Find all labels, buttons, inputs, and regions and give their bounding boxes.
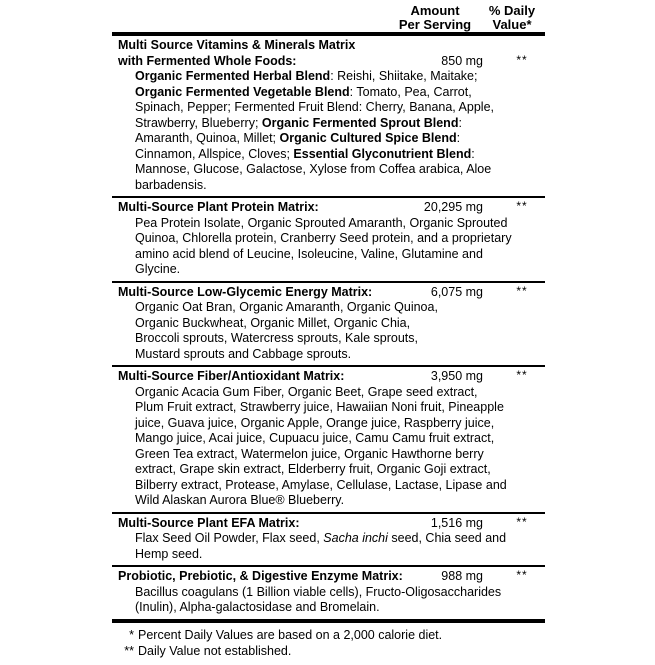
amount-per-serving-value: 850 mg <box>441 53 483 68</box>
matrix-section <box>112 36 545 196</box>
ingredient-line <box>135 416 545 432</box>
ingredient-text: Mannose, Glucose, Galactose, Xylose from Coffea arabica, Aloe <box>135 162 492 176</box>
ingredient-text: seed, Chia seed and <box>387 531 507 545</box>
ingredient-line <box>135 85 545 101</box>
section-title-row <box>118 200 545 216</box>
daily-value-cell: ** <box>516 199 528 213</box>
ingredient-line <box>135 316 545 332</box>
section-title: Multi-Source Low-Glycemic Energy Matrix: <box>118 284 373 299</box>
amount-per-serving-header <box>375 4 495 32</box>
matrix-sections <box>112 36 545 623</box>
ingredient-text: amino acid blend of Leucine, Isoleucine, Valine, Glutamine and <box>135 246 483 261</box>
ingredient-line <box>135 462 545 478</box>
ingredient-text: Pea Protein Isolate, Organic Sprouted Amaranth, Organic Sprouted <box>135 215 508 230</box>
blend-name: Organic Fermented Sprout Blend <box>261 115 459 130</box>
ingredient-text: Amaranth, Quinoa, Millet; <box>135 131 280 145</box>
ingredient-text: Bilberry extract, Protease, Amylase, Cellulase, Lactase, Lipase and <box>135 477 507 492</box>
ingredient-text: : <box>456 131 461 145</box>
ingredient-line <box>135 100 545 116</box>
footnote-marker: * <box>129 627 134 642</box>
ingredient-line <box>135 131 545 147</box>
ingredient-line <box>135 331 545 347</box>
ingredient-text: Quinoa, Chlorella protein, Cranberry Seed protein, and a proprietary <box>135 231 512 245</box>
ingredient-text: Bacillus coagulans (1 Billion viable cells), Fructo-Oligosaccharides <box>135 584 502 599</box>
ingredient-line <box>135 531 545 547</box>
amount-per-serving-value: 20,295 mg <box>423 200 483 214</box>
ingredient-text: Strawberry, Blueberry; <box>135 115 262 130</box>
ingredient-line <box>135 300 545 316</box>
ingredient-line <box>135 600 545 616</box>
footnote-text: Daily Value not established. <box>138 644 292 658</box>
matrix-section <box>112 196 545 281</box>
section-title: Probiotic, Prebiotic, & Digestive Enzyme Matrix: <box>118 569 403 583</box>
section-title: Multi-Source Fiber/Antioxidant Matrix: <box>118 369 345 383</box>
blend-name: Organic Fermented Herbal Blend <box>135 69 331 83</box>
ingredient-line <box>135 547 545 563</box>
section-title-row <box>118 285 545 301</box>
section-ingredients <box>118 531 545 562</box>
daily-value-cell: ** <box>516 568 528 582</box>
amount-header-line2: Per Serving <box>398 17 472 32</box>
section-ingredients <box>118 585 545 616</box>
amount-per-serving-value: 1,516 mg <box>430 515 483 530</box>
percent-daily-value-header <box>481 4 543 32</box>
ingredient-text: : <box>471 146 475 161</box>
ingredient-text: juice, Guava juice, Organic Apple, Orange juice, Raspberry juice, <box>135 415 495 430</box>
ingredient-text: Mustard sprouts and Cabbage sprouts. <box>135 346 352 361</box>
ingredient-text: Flax Seed Oil Powder, Flax seed, <box>135 531 324 545</box>
ingredient-line <box>135 262 545 278</box>
ingredient-text: Plum Fruit extract, Strawberry juice, Hawaiian Noni fruit, Pineapple <box>135 400 504 414</box>
ingredient-text: Wild Alaskan Aurora Blue® Blueberry. <box>135 493 345 507</box>
footnotes <box>112 623 545 660</box>
ingredient-text: Mango juice, Acai juice, Cupuacu juice, Camu Camu fruit extract, <box>135 431 495 445</box>
supplement-facts-panel <box>112 2 545 660</box>
column-headers <box>112 2 545 36</box>
dv-header-line2: Value* <box>492 17 532 32</box>
ingredient-line <box>135 231 545 247</box>
ingredient-text: Organic Oat Bran, Organic Amaranth, Organic Quinoa, <box>135 300 438 314</box>
ingredient-line <box>135 347 545 363</box>
ingredient-line <box>135 493 545 509</box>
ingredient-text: extract, Grape skin extract, Elderberry fruit, Organic Goji extract, <box>135 462 491 476</box>
ingredient-line <box>135 147 545 163</box>
dv-header-line1: % Daily <box>488 3 536 18</box>
ingredient-text: Hemp seed. <box>135 546 203 561</box>
latin-name: Sacha inchi <box>323 531 388 545</box>
blend-name: Organic Fermented Vegetable Blend <box>135 84 350 99</box>
section-ingredients <box>118 300 545 362</box>
ingredient-line <box>135 400 545 416</box>
ingredient-line <box>135 478 545 494</box>
section-title-line: Multi Source Vitamins & Minerals Matrix <box>118 38 356 52</box>
ingredient-line <box>135 585 545 601</box>
daily-value-cell: ** <box>516 514 528 529</box>
matrix-section <box>112 365 545 512</box>
ingredient-text: Organic Buckwheat, Organic Millet, Organic Chia, <box>135 315 411 330</box>
ingredient-line <box>135 447 545 463</box>
ingredient-text: Cinnamon, Allspice, Cloves; <box>135 146 294 161</box>
section-title-row <box>118 54 545 70</box>
ingredient-line <box>135 178 545 194</box>
blend-name: Organic Cultured Spice Blend <box>279 131 457 145</box>
matrix-section <box>112 512 545 566</box>
footnote-line <box>112 627 545 644</box>
ingredient-line <box>135 162 545 178</box>
ingredient-text: : <box>458 115 462 130</box>
ingredient-text: (Inulin), Alpha-galactosidase and Bromelain. <box>135 600 380 614</box>
ingredient-text: : Reishi, Shiitake, Maitake; <box>330 69 478 83</box>
footnote-text: Percent Daily Values are based on a 2,000 calorie diet. <box>138 627 443 642</box>
daily-value-cell: ** <box>516 368 528 382</box>
section-title-row <box>118 516 545 532</box>
ingredient-line <box>135 69 545 85</box>
ingredient-text: Spinach, Pepper; Fermented Fruit Blend: Cherry, Banana, Apple, <box>135 100 494 114</box>
matrix-section <box>112 565 545 619</box>
amount-per-serving-value: 988 mg <box>441 569 483 583</box>
section-title: Multi-Source Plant Protein Matrix: <box>118 200 319 214</box>
ingredient-line <box>135 216 545 232</box>
section-title-row <box>118 569 545 585</box>
daily-value-cell: ** <box>516 283 528 298</box>
ingredient-line <box>135 385 545 401</box>
ingredient-text: Organic Acacia Gum Fiber, Organic Beet, Grape seed extract, <box>135 384 478 399</box>
footnote-marker: ** <box>124 644 134 658</box>
ingredient-text: Green Tea extract, Watermelon juice, Organic Hawthorne berry <box>135 446 484 461</box>
blend-name: Essential Glyconutrient Blend <box>293 146 472 161</box>
amount-per-serving-value: 6,075 mg <box>430 284 483 299</box>
ingredient-text: Glycine. <box>135 262 181 276</box>
ingredient-line <box>135 116 545 132</box>
section-ingredients <box>118 216 545 278</box>
ingredient-text: : Tomato, Pea, Carrot, <box>349 84 472 99</box>
section-ingredients <box>118 385 545 509</box>
section-title: with Fermented Whole Foods: <box>118 53 297 68</box>
ingredient-line <box>135 431 545 447</box>
daily-value-cell: ** <box>516 52 528 67</box>
footnote-line <box>112 643 545 660</box>
section-ingredients <box>118 69 545 193</box>
amount-per-serving-value: 3,950 mg <box>430 369 483 383</box>
ingredient-text: Broccoli sprouts, Watercress sprouts, Kale sprouts, <box>135 331 418 345</box>
section-title: Multi-Source Plant EFA Matrix: <box>118 515 300 530</box>
ingredient-text: barbadensis. <box>135 177 207 192</box>
matrix-section <box>112 281 545 366</box>
ingredient-line <box>135 247 545 263</box>
amount-header-line1: Amount <box>410 3 460 18</box>
section-title-row <box>118 369 545 385</box>
